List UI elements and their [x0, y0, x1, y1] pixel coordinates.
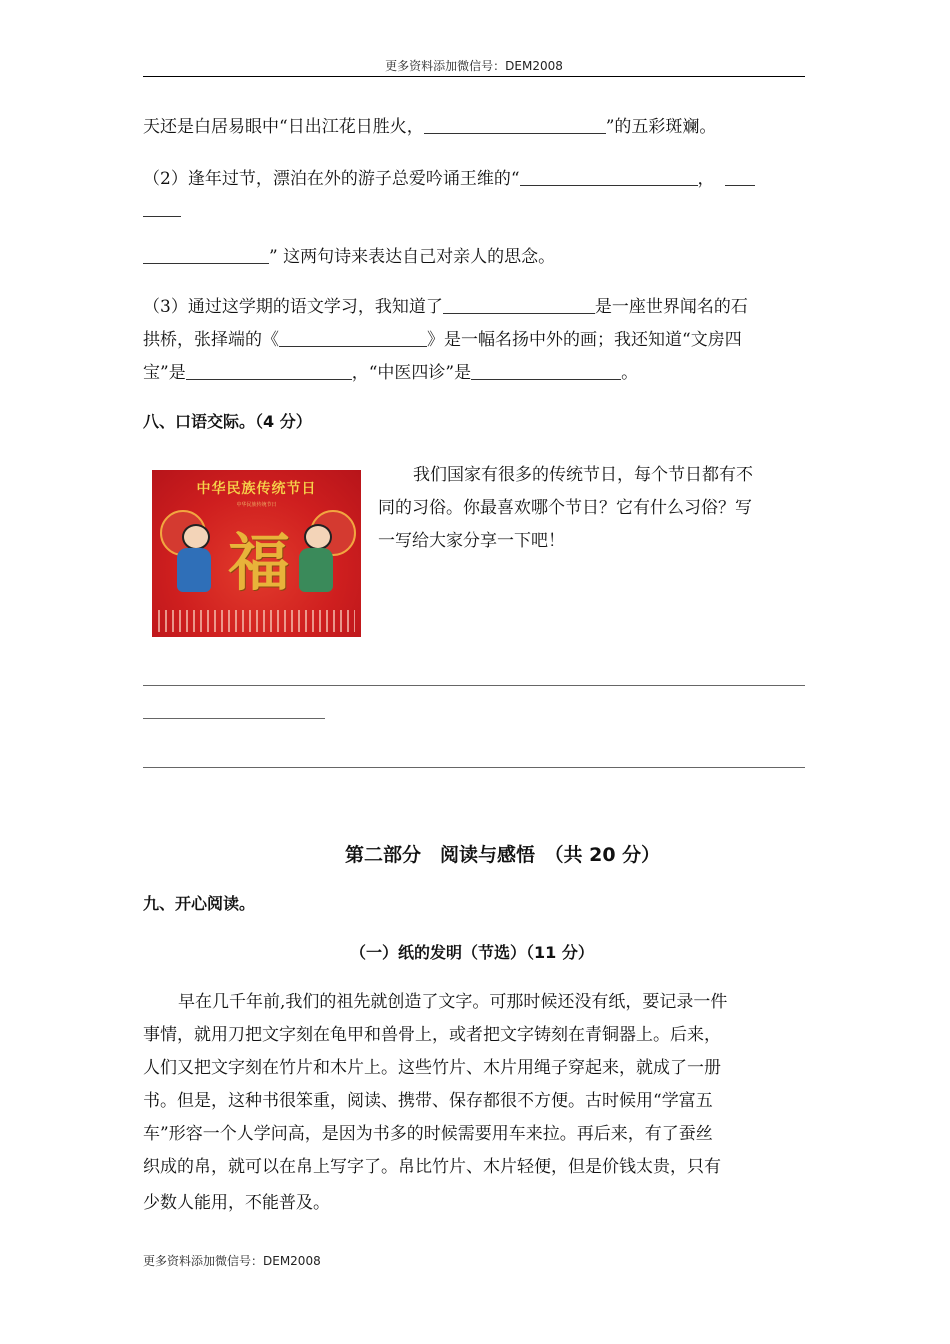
answer-line[interactable]	[143, 767, 805, 768]
answer-blank[interactable]	[424, 117, 606, 134]
q7-item2-comma: ，	[697, 169, 715, 189]
q7-line1-tail: ”的五彩斑斓。	[605, 117, 717, 137]
q7-item3-line2	[143, 329, 742, 351]
page-footer: 更多资料添加微信号：DEM2008	[143, 1254, 321, 1268]
child-right-head	[304, 524, 332, 550]
q7-item3-text6: ，“中医四诊”是	[351, 363, 472, 383]
q8-prompt-line-1: 我们国家有很多的传统节日，每个节日都有不	[413, 465, 753, 485]
answer-blank[interactable]	[443, 297, 595, 314]
q7-item2-text: （2）逢年过节，漂泊在外的游子总爱吟诵王维的“	[143, 169, 520, 189]
q7-item2-tail: ” 这两句诗来表达自己对亲人的思念。	[269, 247, 556, 267]
answer-blank[interactable]	[520, 169, 698, 186]
q7-item3-text4: 》是一幅名扬中外的画；我还知道“文房四	[427, 330, 742, 350]
answer-blank[interactable]	[143, 247, 269, 264]
q7-line1-text: 天还是白居易眼中“日出江花日胜火，	[143, 117, 424, 137]
child-left-body	[177, 548, 211, 592]
page-header: 更多资料添加微信号：DEM2008	[143, 57, 805, 77]
passage-line-1: 早在几千年前,我们的祖先就创造了文字。可那时候还没有纸，要记录一件	[178, 992, 728, 1012]
part2-title: 第二部分 阅读与感悟 （共 20 分）	[345, 844, 661, 866]
child-right-body	[299, 548, 333, 592]
q7-item3-text: （3）通过这学期的语文学习，我知道了	[143, 297, 443, 317]
child-left-head	[182, 524, 210, 550]
q9-subtitle: （一）纸的发明（节选）（11 分）	[350, 943, 594, 962]
answer-blank[interactable]	[725, 169, 755, 186]
answer-blank-continued[interactable]	[143, 216, 181, 217]
q7-item3-text2: 是一座世界闻名的石	[594, 297, 748, 317]
poster-text-strip	[158, 610, 355, 632]
answer-blank[interactable]	[279, 330, 427, 347]
answer-line[interactable]	[143, 685, 805, 686]
q8-prompt-line-2: 同的习俗。你最喜欢哪个节日？它有什么习俗？写	[378, 498, 752, 518]
q7-item2-line1	[143, 168, 755, 190]
poster-title: 中华民族传统节日	[196, 481, 317, 497]
answer-blank[interactable]	[471, 363, 621, 380]
passage-line-3: 人们又把文字刻在竹片和木片上。这些竹片、木片用绳子穿起来，就成了一册	[143, 1058, 721, 1078]
poster-subtitle: 中华民族传统节日	[236, 502, 277, 508]
q7-item3-line1	[143, 296, 748, 318]
answer-line[interactable]	[143, 718, 325, 719]
q8-title: 八、口语交际。（4 分）	[143, 412, 312, 431]
q7-line1	[143, 116, 716, 138]
answer-blank[interactable]	[186, 363, 352, 380]
q7-item3-text3: 拱桥，张择端的《	[143, 330, 279, 350]
q8-prompt-line-3: 一写给大家分享一下吧！	[378, 531, 565, 551]
festival-poster-image	[152, 470, 361, 637]
q9-title: 九、开心阅读。	[143, 894, 256, 913]
q7-item2-line2	[143, 246, 555, 268]
q7-item3-text7: 。	[621, 363, 639, 383]
passage-line-2: 事情，就用刀把文字刻在龟甲和兽骨上，或者把文字铸刻在青铜器上。后来，	[143, 1025, 721, 1045]
q7-item3-line3	[143, 362, 638, 384]
q7-item3-text5: 宝”是	[143, 363, 186, 383]
passage-line-7: 少数人能用，不能普及。	[143, 1193, 330, 1213]
passage-line-6: 织成的帛，就可以在帛上写字了。帛比竹片、木片轻便，但是价钱太贵，只有	[143, 1157, 721, 1177]
passage-line-4: 书。但是，这种书很笨重，阅读、携带、保存都很不方便。古时候用“学富五	[143, 1091, 713, 1111]
fu-character: 福	[227, 526, 290, 599]
passage-line-5: 车”形容一个人学问高，是因为书多的时候需要用车来拉。再后来，有了蚕丝	[143, 1124, 713, 1144]
